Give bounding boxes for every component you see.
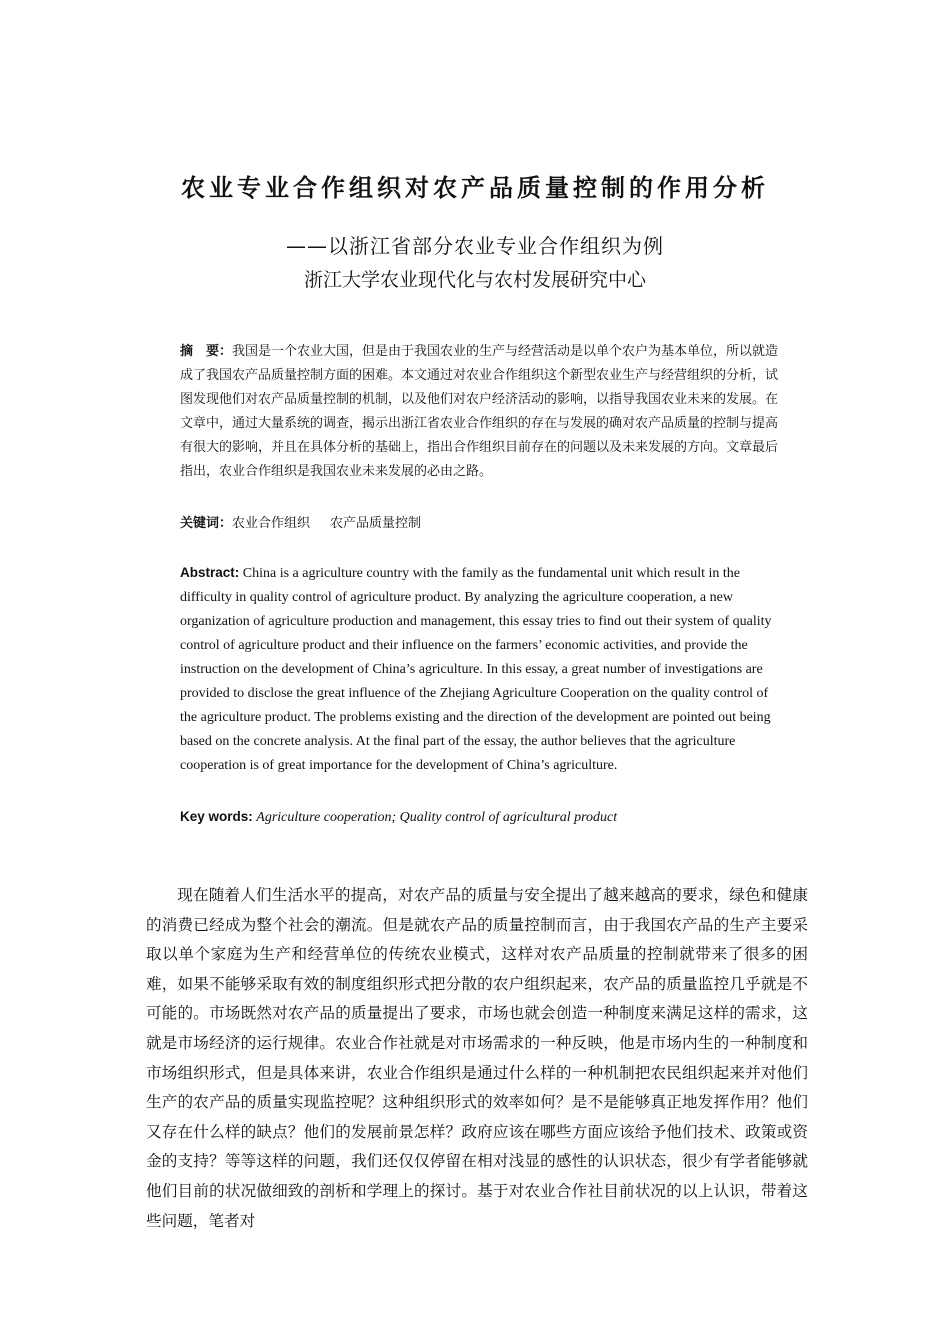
english-keywords-label: Key words: (180, 809, 253, 824)
english-keywords-text: Agriculture cooperation; Quality control of agricultural product (256, 810, 618, 825)
chinese-abstract-text: 我国是一个农业大国，但是由于我国农业的生产与经营活动是以单个农户为基本单位，所以就造成了我国农产品质量控制方面的困难。本文通过对农业合作组织这个新型农业生产与经营组织的分析，试图发现他们对农产品质量控制的机制，以及他们对农户经济活动的影响，以指导我国农业未来的发展。在文章中，通过大量系统的调查，揭示出浙江省农业合作组织的存在与发展的确对农产品质量的控制与提高有很大的影响，并且在具体分析的基础上，指出合作组织目前存在的问题以及未来发展的方向。文章最后指出，农业合作组织是我国农业未来发展的必由之路。 (180, 344, 779, 479)
paper-title: 农业专业合作组织对农产品质量控制的作用分析 (181, 174, 769, 202)
body-paragraph: 现在随着人们生活水平的提高，对农产品的质量与安全提出了越来越高的要求，绿色和健康的消费已经成为整个社会的潮流。但是就农产品的质量控制而言，由于我国农产品的生产主要采取以单个家庭为生产和经营单位的传统农业模式，这样对农产品质量的控制就带来了很多的困难，如果不能够采取有效的制度组织形式把分散的农户组织起来，农产品的质量监控几乎就是不可能的。市场既然对农产品的质量提出了要求，市场也就会创造一种制度来满足这样的需求，这就是市场经济的运行规律。农业合作社就是对市场需求的一种反映，他是市场内生的一种制度和市场组织形式，但是具体来讲，农业合作组织是通过什么样的一种机制把农民组织起来并对他们生产的农产品的质量实现监控呢？这种组织形式的效率如何？是不是能够真正地发挥作用？他们又存在什么样的缺点？他们的发展前景怎样？政府应该在哪些方面应该给予他们技术、政策或资金的支持？等等这样的问题，我们还仅仅停留在相对浅显的感性的认识状态，很少有学者能够就他们目前的状况做细致的剖析和学理上的探讨。基于对农业合作社目前状况的以上认识，带着这些问题，笔者对 (146, 886, 808, 1230)
english-keywords (180, 805, 780, 830)
chinese-abstract-label: 摘 要： (180, 344, 233, 359)
chinese-keyword: 农业合作组织 (232, 516, 311, 531)
chinese-keyword: 农产品质量控制 (330, 516, 422, 531)
paper-subtitle: ——以浙江省部分农业专业合作组织为例 (286, 234, 664, 258)
chinese-keywords (180, 512, 780, 536)
english-abstract (180, 561, 780, 778)
chinese-abstract (180, 340, 780, 484)
author-affiliation: 浙江大学农业现代化与农村发展研究中心 (303, 269, 646, 291)
english-abstract-label: Abstract: (180, 565, 240, 580)
chinese-keywords-label: 关键词： (180, 516, 233, 531)
english-abstract-text: China is a agriculture country with the family as the fundamental unit which result in the difficulty in quality control of agriculture product. By analyzing the agriculture cooperation, a new organization of agriculture production and management, this essay tries to find out their system of quality control of agriculture product and their influence on the farmers’ economic activities, and provide the instruction on the development of China’s agriculture. In this essay, a great number of investigations are provided to disclose the great influence of the Zhejiang Agriculture Cooperation on the quality control of the agriculture product. The problems existing and the direction of the development are pointed out being based on the concrete analysis. At the final part of the essay, the author believes that the agriculture cooperation is of great importance for the development of China’s agriculture. (180, 566, 772, 773)
